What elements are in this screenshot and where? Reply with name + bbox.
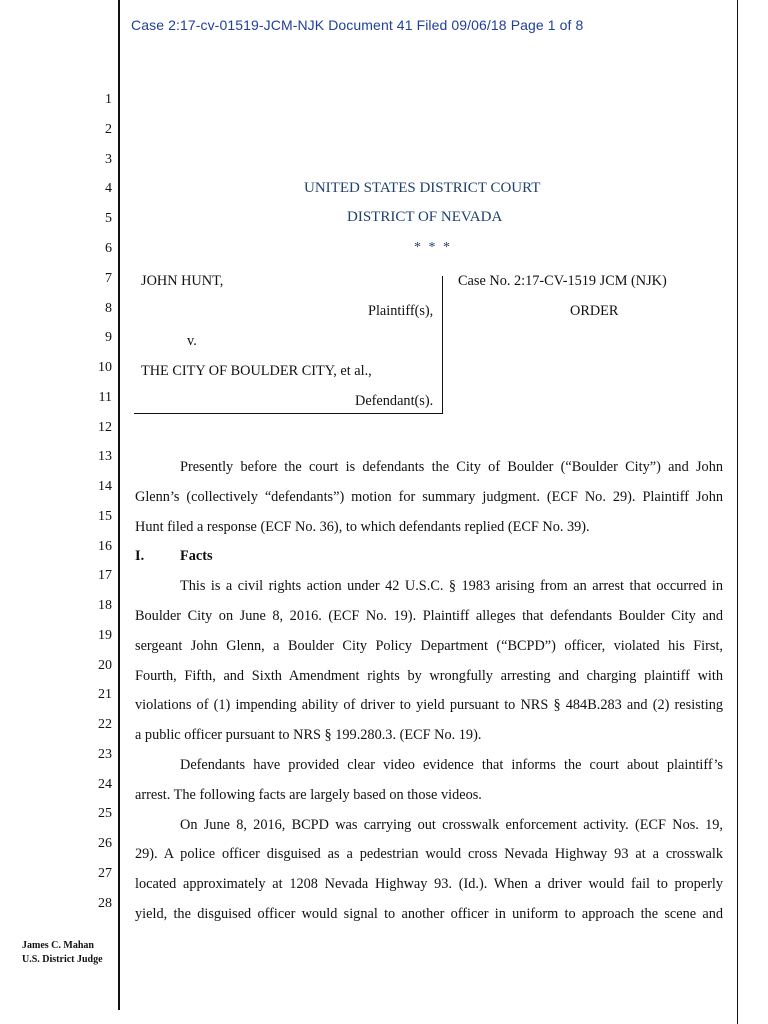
line-number: 13	[98, 449, 112, 464]
paragraph-line: located approximately at 1208 Nevada Highway 93. (Id.). When a driver would fail to properly	[135, 876, 723, 893]
filing-stamp: Case 2:17-cv-01519-JCM-NJK Document 41 Filed 09/06/18 Page 1 of 8	[131, 17, 584, 33]
line-number: 18	[98, 598, 112, 613]
court-name: UNITED STATES DISTRICT COURT	[304, 180, 541, 196]
section-stars: * * *	[414, 240, 452, 255]
paragraph-line: This is a civil rights action under 42 U.S.C. § 1983 arising from an arrest that occurred in	[180, 578, 723, 595]
line-number: 3	[105, 152, 112, 167]
line-number: 10	[98, 360, 112, 375]
line-number: 12	[98, 420, 112, 435]
paragraph-line: Fourth, Fifth, and Sixth Amendment rights by wrongfully arresting and charging plaintiff with	[135, 667, 723, 684]
judge-title: U.S. District Judge	[22, 954, 103, 965]
left-margin-rule	[118, 0, 120, 1010]
paragraph-line: Defendants have provided clear video evidence that informs the court about plaintiff’s	[180, 756, 723, 773]
case-number: Case No. 2:17-CV-1519 JCM (NJK)	[458, 273, 667, 289]
line-number: 16	[98, 539, 112, 554]
plaintiff-name: JOHN HUNT,	[141, 273, 224, 289]
paragraph-line: 29). A police officer disguised as a pedestrian would cross Nevada Highway 93 at a crosswalk	[135, 846, 723, 863]
line-number: 15	[98, 509, 112, 524]
paragraph-line: sergeant John Glenn, a Boulder City Policy Department (“BCPD”) officer, violated his First,	[135, 637, 723, 654]
line-number: 17	[98, 568, 112, 583]
line-number: 1	[105, 92, 112, 107]
line-number: 23	[98, 747, 112, 762]
line-number: 19	[98, 628, 112, 643]
line-number: 21	[98, 687, 112, 702]
line-number: 11	[98, 390, 112, 405]
line-number: 27	[98, 866, 112, 881]
caption-underline	[134, 413, 443, 414]
line-number: 5	[105, 211, 112, 226]
line-number: 6	[105, 241, 112, 256]
paragraph-line: arrest. The following facts are largely based on those videos.	[135, 786, 482, 803]
paragraph-line: violations of (1) impending ability of driver to yield pursuant to NRS § 484B.283 and (2) resisting	[135, 697, 723, 714]
versus: v.	[187, 333, 197, 349]
line-number: 26	[98, 836, 112, 851]
line-number: 8	[105, 301, 112, 316]
section-number: I.	[135, 548, 145, 565]
section-title: Facts	[180, 548, 213, 565]
section-heading	[135, 542, 723, 572]
paragraph-line: a public officer pursuant to NRS § 199.280.3. (ECF No. 19).	[135, 727, 482, 744]
paragraph-line: On June 8, 2016, BCPD was carrying out crosswalk enforcement activity. (ECF Nos. 19,	[180, 816, 723, 833]
line-number: 25	[98, 806, 112, 821]
paragraph-line: Boulder City on June 8, 2016. (ECF No. 19). Plaintiff alleges that defendants Boulder City and	[135, 607, 723, 624]
line-number: 4	[105, 181, 112, 196]
line-number: 2	[105, 122, 112, 137]
document-type: ORDER	[570, 303, 619, 319]
body-text	[135, 453, 723, 930]
paragraph-line: Glenn’s (collectively “defendants”) motion for summary judgment. (ECF No. 29). Plaintiff John	[135, 488, 723, 505]
line-number: 28	[98, 896, 112, 911]
line-number: 22	[98, 717, 112, 732]
line-number: 24	[98, 777, 112, 792]
line-number: 20	[98, 658, 112, 673]
line-number: 14	[98, 479, 112, 494]
line-number: 9	[105, 330, 112, 345]
right-margin-rule	[737, 0, 738, 1024]
defendant-name: THE CITY OF BOULDER CITY, et al.,	[141, 363, 372, 379]
paragraph-line: yield, the disguised officer would signal to another officer in uniform to approach the scene and	[135, 905, 723, 922]
line-number: 7	[105, 271, 112, 286]
judge-name: James C. Mahan	[22, 940, 94, 951]
court-district: DISTRICT OF NEVADA	[347, 209, 503, 225]
plaintiff-role: Plaintiff(s),	[368, 303, 434, 319]
paragraph-line: Hunt filed a response (ECF No. 36), to which defendants replied (ECF No. 39).	[135, 518, 590, 535]
defendant-role: Defendant(s).	[355, 393, 434, 409]
paragraph-line: Presently before the court is defendants the City of Boulder (“Boulder City”) and John	[180, 459, 723, 475]
caption-divider	[442, 276, 443, 414]
